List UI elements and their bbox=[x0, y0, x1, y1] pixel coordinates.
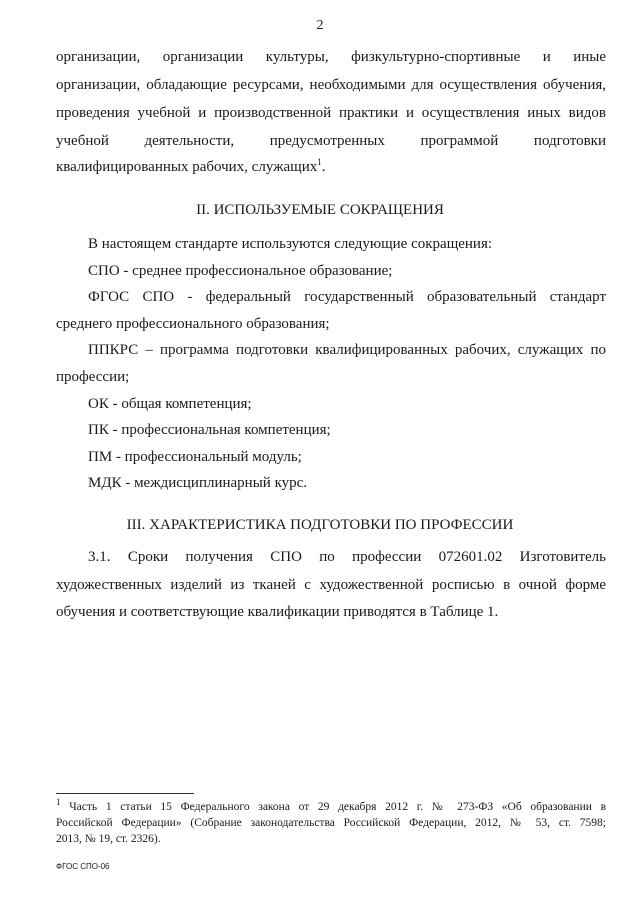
abbrev-pm: ПМ - профессиональный модуль; bbox=[88, 449, 302, 465]
section-2-heading: II. ИСПОЛЬЗУЕМЫЕ СОКРАЩЕНИЯ bbox=[196, 202, 444, 218]
intro-line-5 bbox=[56, 158, 325, 176]
abbrev-ppkrs-line-2: профессии; bbox=[56, 369, 130, 385]
document-code: ФГОС СПО-06 bbox=[56, 862, 110, 871]
abbrev-fgos-line-1: ФГОС СПО - федеральный государственный образовательный стандарт bbox=[88, 289, 606, 305]
footnote-line-1 bbox=[56, 797, 606, 815]
footnote-reference: 1 bbox=[317, 157, 322, 167]
page-number: 2 bbox=[316, 18, 324, 33]
section-3-line-2: художественных изделий из тканей с художественной росписью в очной форме bbox=[56, 577, 606, 593]
section-3-line-1: 3.1. Сроки получения СПО по профессии 072601.02 Изготовитель bbox=[88, 549, 606, 565]
abbrev-ok: ОК - общая компетенция; bbox=[88, 396, 252, 412]
footnote-divider bbox=[56, 793, 194, 794]
footnote-line-3: 2013, № 19, ст. 2326). bbox=[56, 833, 161, 845]
intro-line-3: проведения учебной и производственной практики и осуществления иных видов bbox=[56, 105, 606, 121]
abbrev-pk: ПК - профессиональная компетенция; bbox=[88, 422, 331, 438]
footnote-line-2: Российской Федерации» (Собрание законодательства Российской Федерации, 2012, № 53, ст. 7598; bbox=[56, 817, 606, 829]
intro-line-2: организации, обладающие ресурсами, необходимыми для осуществления обучения, bbox=[56, 77, 606, 93]
intro-line-1: организации, организации культуры, физкультурно-спортивные и иные bbox=[56, 49, 606, 65]
footnote-line-1-text: Часть 1 статьи 15 Федерального закона от 29 декабря 2012 г. № 273-ФЗ «Об образовании в bbox=[69, 801, 606, 813]
abbrev-ppkrs-line-1: ППКРС – программа подготовки квалифицированных рабочих, служащих по bbox=[88, 342, 606, 358]
intro-line-4: учебной деятельности, предусмотренных программой подготовки bbox=[56, 133, 606, 149]
abbrev-mdk: МДК - междисциплинарный курс. bbox=[88, 475, 308, 491]
intro-line-5-period: . bbox=[321, 159, 326, 175]
footnote-marker: 1 bbox=[56, 797, 61, 808]
section-3-heading: III. ХАРАКТЕРИСТИКА ПОДГОТОВКИ ПО ПРОФЕССИИ bbox=[126, 517, 514, 533]
abbrev-intro: В настоящем стандарте используются следующие сокращения: bbox=[88, 236, 493, 252]
abbrev-spo: СПО - среднее профессиональное образование; bbox=[88, 263, 393, 279]
abbrev-fgos-line-2: среднего профессионального образования; bbox=[56, 316, 330, 332]
intro-line-5-text: квалифицированных рабочих, служащих bbox=[56, 159, 318, 175]
section-3-line-3: обучения и соответствующие квалификации приводятся в Таблице 1. bbox=[56, 604, 499, 620]
